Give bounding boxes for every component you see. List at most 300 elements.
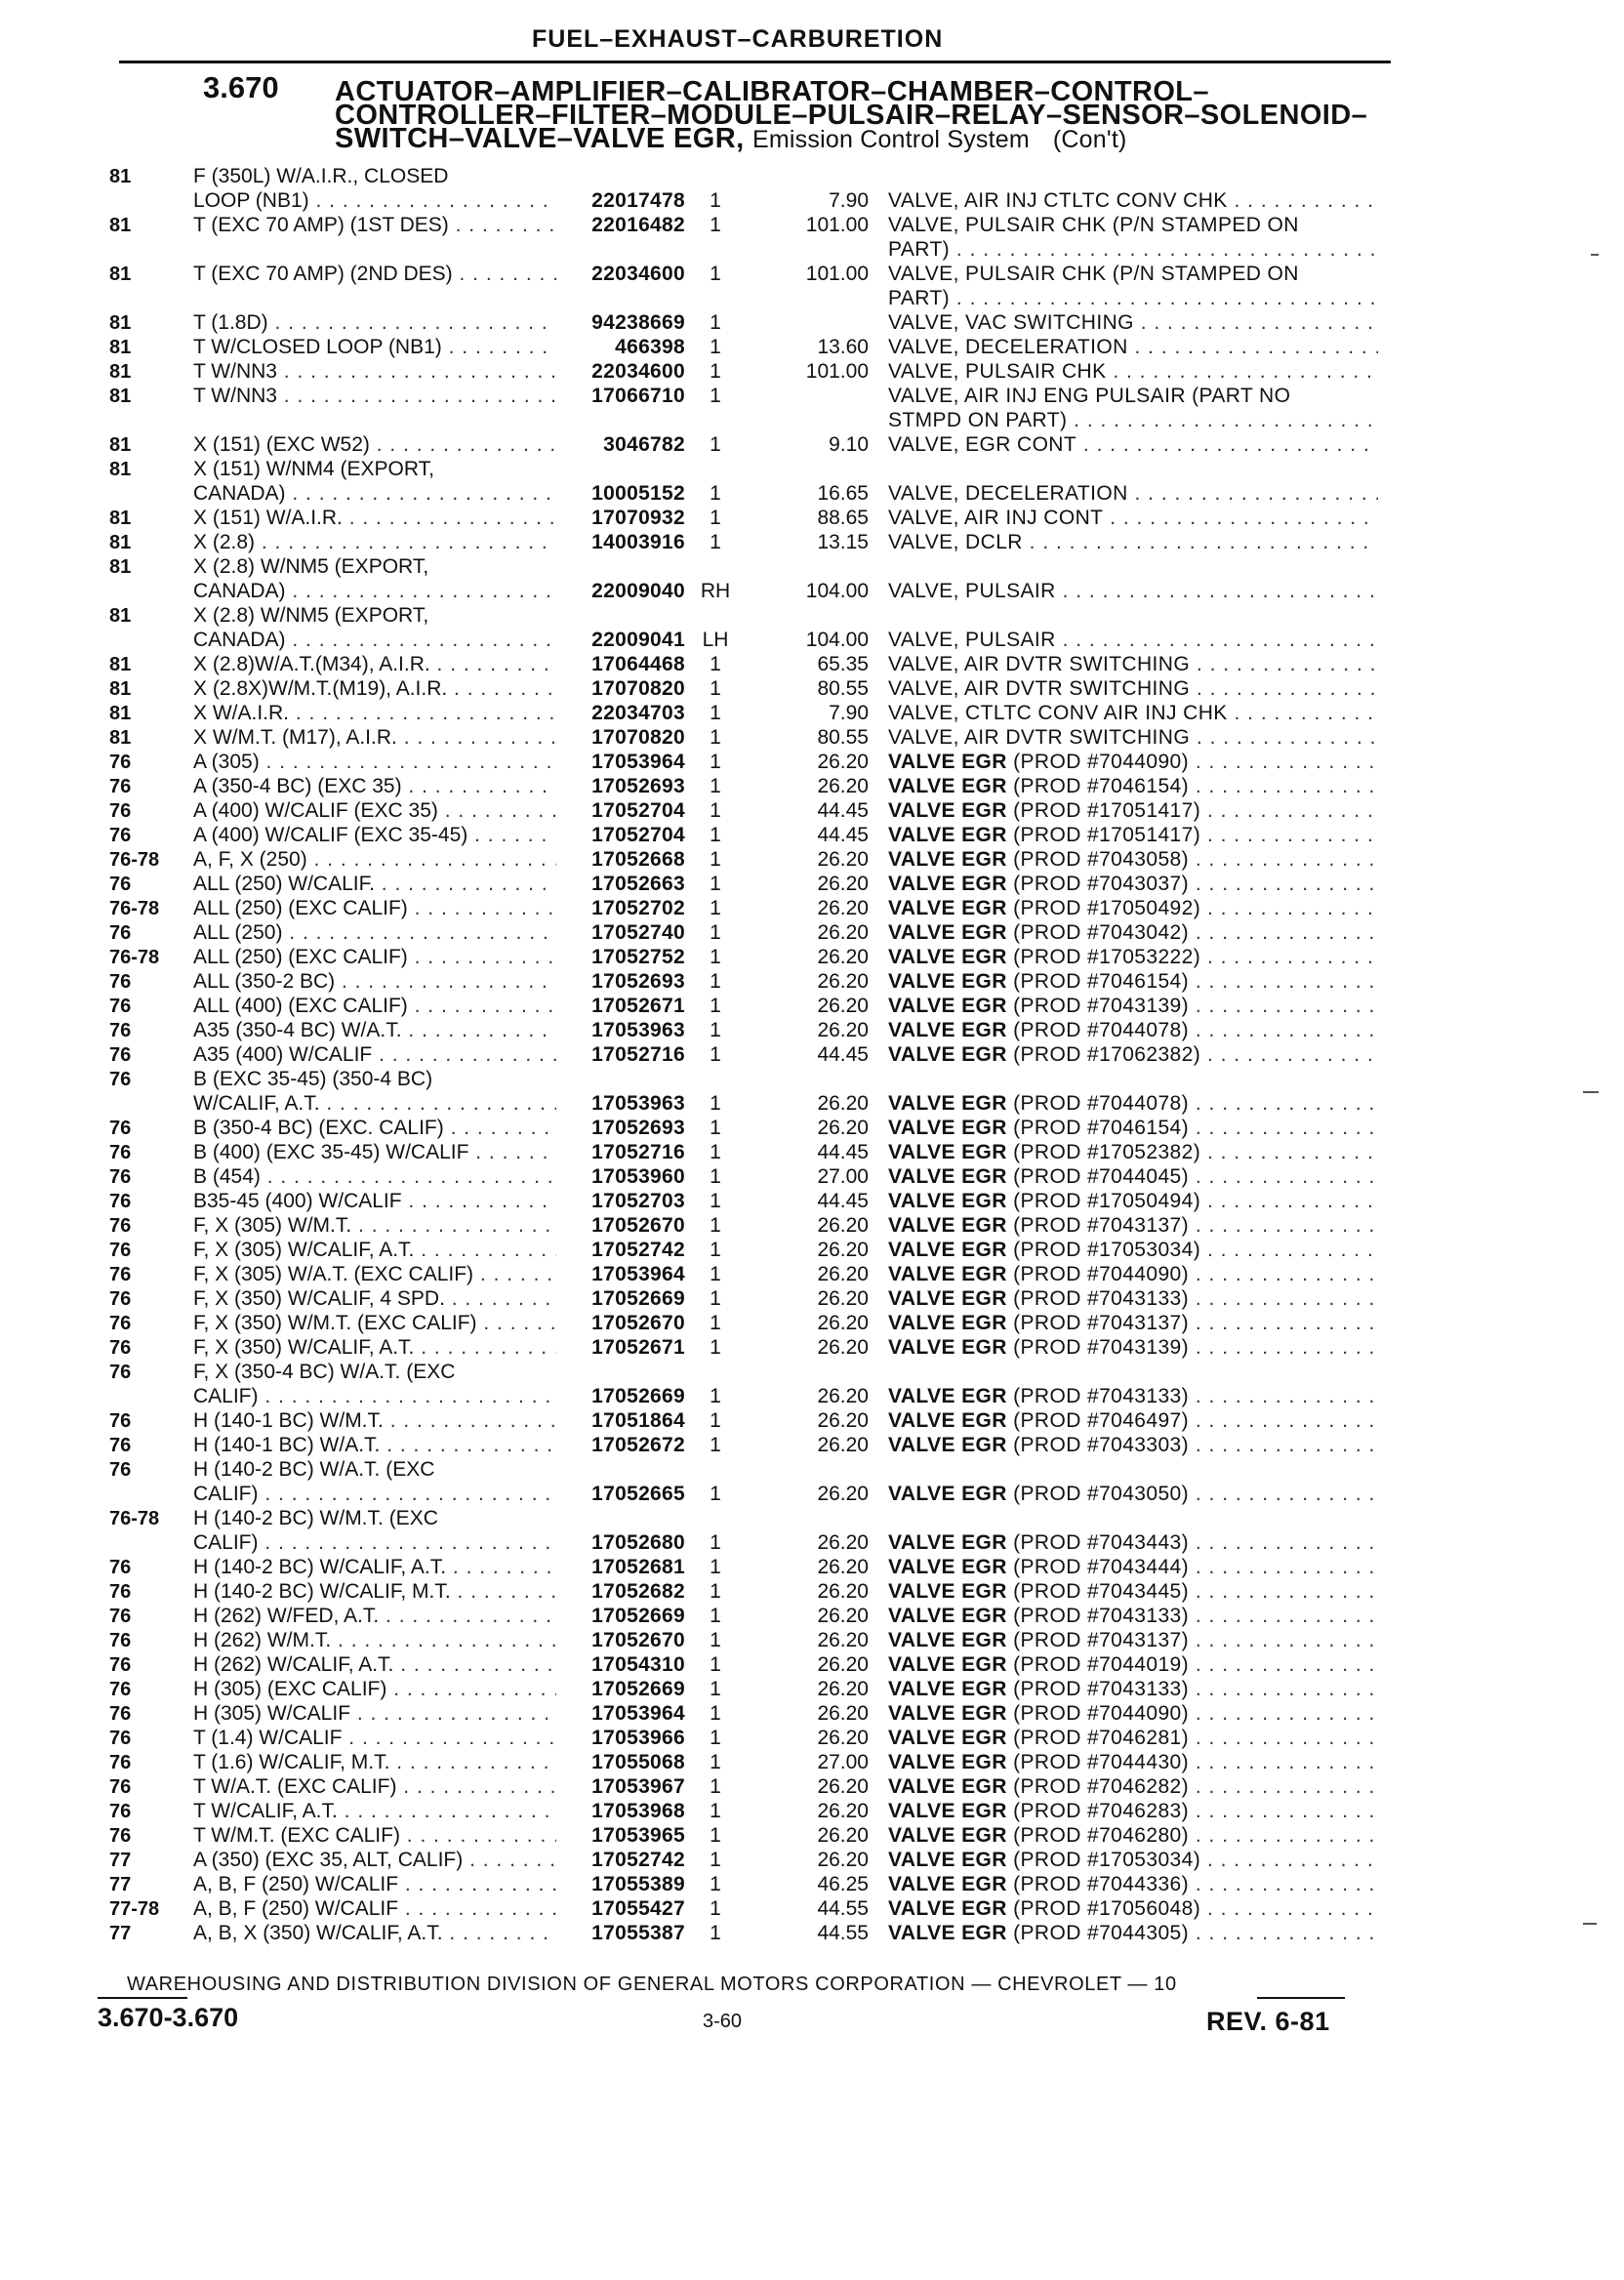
valve-egr-label: VALVE EGR bbox=[888, 1312, 1007, 1334]
part-name bbox=[888, 1335, 1378, 1361]
prod-number: (PROD #7043050) bbox=[1013, 1483, 1190, 1505]
price: 26.20 bbox=[817, 1263, 869, 1285]
part-number: 17052669 bbox=[591, 1605, 685, 1627]
part-number: 17052670 bbox=[591, 1629, 685, 1651]
model-year: 81 bbox=[109, 508, 132, 529]
quantity: 1 bbox=[710, 824, 721, 846]
table-row bbox=[0, 725, 1624, 751]
valve-egr-label: VALVE EGR bbox=[888, 1214, 1007, 1237]
table-row bbox=[0, 945, 1624, 970]
model-year: 76 bbox=[109, 825, 132, 846]
part-name: VALVE, PULSAIR CHK (P/N STAMPED ON bbox=[888, 214, 1299, 236]
table-row bbox=[0, 237, 1624, 263]
table-row bbox=[0, 1408, 1624, 1434]
price: 26.20 bbox=[817, 1678, 869, 1700]
table-row bbox=[0, 481, 1624, 507]
application: H (305) (EXC CALIF) . . . bbox=[193, 1677, 556, 1702]
application: A (350-4 BC) (EXC 35) . . . bbox=[193, 774, 556, 799]
table-row bbox=[0, 628, 1624, 653]
prod-number: (PROD #7043139) bbox=[1013, 1336, 1190, 1359]
part-name bbox=[888, 1774, 1378, 1800]
quantity: 1 bbox=[710, 1702, 721, 1725]
part-number: 17053965 bbox=[591, 1824, 685, 1847]
price: 44.45 bbox=[817, 1190, 869, 1212]
model-year: 81 bbox=[109, 703, 132, 724]
part-name: VALVE, AIR DVTR SWITCHING . . . bbox=[888, 652, 1378, 677]
part-number: 17055389 bbox=[591, 1873, 685, 1895]
table-row bbox=[0, 1750, 1624, 1775]
part-number: 17052665 bbox=[591, 1483, 685, 1505]
valve-egr-label: VALVE EGR bbox=[888, 1824, 1007, 1847]
application: T (EXC 70 AMP) (2ND DES) . . . bbox=[193, 262, 556, 287]
quantity: 1 bbox=[710, 995, 721, 1017]
price: 13.60 bbox=[817, 336, 869, 358]
model-year: 76 bbox=[109, 800, 132, 822]
model-year: 76 bbox=[109, 1069, 132, 1090]
table-row bbox=[0, 1896, 1624, 1922]
table-row bbox=[0, 188, 1624, 214]
valve-egr-label: VALVE EGR bbox=[888, 1800, 1007, 1822]
part-number: 17052669 bbox=[591, 1678, 685, 1700]
price: 26.20 bbox=[817, 1824, 869, 1847]
valve-egr-label: VALVE EGR bbox=[888, 1483, 1007, 1505]
table-row bbox=[0, 335, 1624, 360]
quantity: 1 bbox=[710, 677, 721, 700]
price: 26.20 bbox=[817, 1775, 869, 1798]
prod-number: (PROD #7044090) bbox=[1013, 1263, 1190, 1285]
application: F, X (305) W/M.T. . . . bbox=[193, 1213, 556, 1239]
part-number: 22009041 bbox=[591, 629, 685, 651]
application: F, X (305) W/A.T. (EXC CALIF) . . . bbox=[193, 1262, 556, 1287]
price: 101.00 bbox=[805, 263, 869, 285]
price: 104.00 bbox=[805, 580, 869, 602]
model-year: 76 bbox=[109, 996, 132, 1017]
application: A, B, F (250) W/CALIF . . . bbox=[193, 1872, 556, 1897]
part-number: 22009040 bbox=[591, 580, 685, 602]
valve-egr-label: VALVE EGR bbox=[888, 1531, 1007, 1554]
part-name bbox=[888, 994, 1378, 1019]
model-year: 76 bbox=[109, 1215, 132, 1237]
valve-egr-label: VALVE EGR bbox=[888, 1556, 1007, 1578]
application: F, X (350) W/CALIF, 4 SPD. . . . bbox=[193, 1286, 556, 1312]
part-number: 22034600 bbox=[591, 263, 685, 285]
table-row bbox=[0, 1652, 1624, 1678]
quantity: 1 bbox=[710, 873, 721, 895]
prod-number: (PROD #7043443) bbox=[1013, 1531, 1190, 1554]
model-year: 76 bbox=[109, 1240, 132, 1261]
model-year: 81 bbox=[109, 361, 132, 383]
application: T (1.4) W/CALIF . . . bbox=[193, 1726, 556, 1751]
part-name: VALVE, PULSAIR CHK (P/N STAMPED ON bbox=[888, 263, 1299, 285]
table-row bbox=[0, 530, 1624, 555]
price: 80.55 bbox=[817, 677, 869, 700]
application: X W/A.I.R. . . . bbox=[193, 701, 556, 726]
part-name: VALVE, AIR INJ CONT . . . bbox=[888, 506, 1378, 531]
part-number: 17052704 bbox=[591, 799, 685, 822]
price: 7.90 bbox=[829, 189, 869, 212]
prod-number: (PROD #7043037) bbox=[1013, 873, 1190, 895]
application: A, F, X (250) . . . bbox=[193, 847, 556, 873]
part-name bbox=[888, 1701, 1378, 1727]
valve-egr-label: VALVE EGR bbox=[888, 1287, 1007, 1310]
application: B (EXC 35-45) (350-4 BC) bbox=[193, 1068, 433, 1090]
prod-number: (PROD #7043445) bbox=[1013, 1580, 1190, 1603]
price: 26.20 bbox=[817, 1434, 869, 1456]
part-number: 17052693 bbox=[591, 1117, 685, 1139]
valve-egr-label: VALVE EGR bbox=[888, 1922, 1007, 1944]
table-row bbox=[0, 1701, 1624, 1727]
price: 13.15 bbox=[817, 531, 869, 553]
price: 26.20 bbox=[817, 848, 869, 871]
part-name bbox=[888, 945, 1378, 970]
valve-egr-label: VALVE EGR bbox=[888, 921, 1007, 944]
quantity: 1 bbox=[710, 214, 721, 236]
model-year: 76 bbox=[109, 1630, 132, 1651]
part-name: STMPD ON PART) . . . bbox=[888, 408, 1378, 433]
quantity: 1 bbox=[710, 531, 721, 553]
model-year: 76 bbox=[109, 1581, 132, 1603]
footer-page-number: 3-60 bbox=[703, 2011, 743, 2032]
valve-egr-label: VALVE EGR bbox=[888, 1751, 1007, 1773]
scan-mark bbox=[1591, 254, 1599, 256]
part-name bbox=[888, 872, 1378, 897]
part-name: VALVE, PULSAIR . . . bbox=[888, 628, 1378, 653]
table-row bbox=[0, 1555, 1624, 1580]
model-year: 81 bbox=[109, 727, 132, 749]
model-year: 76 bbox=[109, 922, 132, 944]
valve-egr-label: VALVE EGR bbox=[888, 897, 1007, 919]
prod-number: (PROD #7044305) bbox=[1013, 1922, 1190, 1944]
table-row bbox=[0, 774, 1624, 799]
prod-number: (PROD #7043042) bbox=[1013, 921, 1190, 944]
table-row bbox=[0, 554, 1624, 580]
quantity: 1 bbox=[710, 1727, 721, 1749]
quantity: 1 bbox=[710, 433, 721, 456]
part-name bbox=[888, 1579, 1378, 1605]
part-name: VALVE, AIR DVTR SWITCHING . . . bbox=[888, 676, 1378, 702]
footer-division: WAREHOUSING AND DISTRIBUTION DIVISION OF GENERAL MOTORS CORPORATION — CHEVROLET — 10 bbox=[127, 1974, 1177, 1995]
table-row bbox=[0, 432, 1624, 458]
quantity: 1 bbox=[710, 775, 721, 797]
price: 26.20 bbox=[817, 946, 869, 968]
price: 26.20 bbox=[817, 751, 869, 773]
quantity: 1 bbox=[710, 1287, 721, 1310]
part-number: 17052668 bbox=[591, 848, 685, 871]
application: W/CALIF, A.T. . . . bbox=[193, 1091, 556, 1117]
quantity: 1 bbox=[710, 1117, 721, 1139]
part-number: 17052704 bbox=[591, 824, 685, 846]
model-year: 77 bbox=[109, 1874, 132, 1895]
model-year: 76 bbox=[109, 1288, 132, 1310]
application: B (350-4 BC) (EXC. CALIF) . . . bbox=[193, 1116, 556, 1141]
table-row bbox=[0, 1799, 1624, 1824]
table-row bbox=[0, 1091, 1624, 1117]
model-year: 76 bbox=[109, 1044, 132, 1066]
model-year: 76 bbox=[109, 1606, 132, 1627]
table-row bbox=[0, 384, 1624, 409]
part-name bbox=[888, 1042, 1378, 1068]
part-name bbox=[888, 1164, 1378, 1190]
price: 26.20 bbox=[817, 1287, 869, 1310]
quantity: 1 bbox=[710, 1556, 721, 1578]
part-number: 17064468 bbox=[591, 653, 685, 675]
section-number: 3.670 bbox=[203, 70, 279, 104]
application: B (400) (EXC 35-45) W/CALIF . . . bbox=[193, 1140, 556, 1165]
price: 26.20 bbox=[817, 995, 869, 1017]
table-row bbox=[0, 1189, 1624, 1214]
part-name bbox=[888, 750, 1378, 775]
quantity: 1 bbox=[710, 1019, 721, 1041]
prod-number: (PROD #17053034) bbox=[1013, 1849, 1201, 1871]
model-year: 76-78 bbox=[109, 1508, 160, 1529]
table-row bbox=[0, 847, 1624, 873]
part-number: 17052693 bbox=[591, 775, 685, 797]
price: 44.45 bbox=[817, 824, 869, 846]
table-row bbox=[0, 1360, 1624, 1385]
quantity: 1 bbox=[710, 482, 721, 505]
price: 26.20 bbox=[817, 921, 869, 944]
quantity: 1 bbox=[710, 1190, 721, 1212]
part-number: 17052680 bbox=[591, 1531, 685, 1554]
quantity: 1 bbox=[710, 848, 721, 871]
part-name bbox=[888, 1140, 1378, 1165]
model-year: 76 bbox=[109, 1728, 132, 1749]
quantity: 1 bbox=[710, 1239, 721, 1261]
prod-number: (PROD #7043137) bbox=[1013, 1214, 1190, 1237]
part-name bbox=[888, 1823, 1378, 1849]
quantity: 1 bbox=[710, 1141, 721, 1163]
model-year: 76 bbox=[109, 1825, 132, 1847]
valve-egr-label: VALVE EGR bbox=[888, 848, 1007, 871]
price: 26.20 bbox=[817, 1580, 869, 1603]
title-continued: (Con't) bbox=[1052, 126, 1127, 153]
valve-egr-label: VALVE EGR bbox=[888, 1190, 1007, 1212]
part-name bbox=[888, 1238, 1378, 1263]
prod-number: (PROD #7044430) bbox=[1013, 1751, 1190, 1773]
quantity: 1 bbox=[710, 1849, 721, 1871]
part-number: 17053966 bbox=[591, 1727, 685, 1749]
application: CALIF) . . . bbox=[193, 1482, 556, 1507]
valve-egr-label: VALVE EGR bbox=[888, 946, 1007, 968]
valve-egr-label: VALVE EGR bbox=[888, 1775, 1007, 1798]
table-row bbox=[0, 1774, 1624, 1800]
part-number: 17051864 bbox=[591, 1409, 685, 1432]
quantity: 1 bbox=[710, 1385, 721, 1407]
quantity: LH bbox=[702, 629, 729, 651]
table-row bbox=[0, 1921, 1624, 1946]
application: ALL (250) (EXC CALIF) . . . bbox=[193, 896, 556, 921]
application: H (140-2 BC) W/M.T. (EXC bbox=[193, 1507, 438, 1529]
model-year: 81 bbox=[109, 678, 132, 700]
table-row bbox=[0, 652, 1624, 677]
table-row bbox=[0, 1628, 1624, 1653]
table-row bbox=[0, 994, 1624, 1019]
table-row bbox=[0, 1213, 1624, 1239]
model-year: 81 bbox=[109, 166, 132, 187]
part-number: 17055387 bbox=[591, 1922, 685, 1944]
part-number: 17054310 bbox=[591, 1653, 685, 1676]
table-row bbox=[0, 408, 1624, 433]
scan-mark bbox=[1583, 1923, 1597, 1925]
quantity: 1 bbox=[710, 1165, 721, 1188]
quantity: 1 bbox=[710, 1336, 721, 1359]
part-number: 17052663 bbox=[591, 873, 685, 895]
prod-number: (PROD #17056048) bbox=[1013, 1897, 1201, 1920]
quantity: 1 bbox=[710, 1312, 721, 1334]
price: 80.55 bbox=[817, 726, 869, 749]
part-name bbox=[888, 1408, 1378, 1434]
valve-egr-label: VALVE EGR bbox=[888, 824, 1007, 846]
model-year: 76 bbox=[109, 1703, 132, 1725]
application: B (454) . . . bbox=[193, 1164, 556, 1190]
model-year: 76-78 bbox=[109, 898, 160, 919]
part-name bbox=[888, 920, 1378, 946]
part-name bbox=[888, 1872, 1378, 1897]
part-number: 17052693 bbox=[591, 970, 685, 993]
valve-egr-label: VALVE EGR bbox=[888, 1263, 1007, 1285]
application: H (140-2 BC) W/A.T. (EXC bbox=[193, 1458, 435, 1481]
valve-egr-label: VALVE EGR bbox=[888, 1897, 1007, 1920]
model-year: 76 bbox=[109, 1020, 132, 1041]
valve-egr-label: VALVE EGR bbox=[888, 799, 1007, 822]
valve-egr-label: VALVE EGR bbox=[888, 1165, 1007, 1188]
table-row bbox=[0, 1042, 1624, 1068]
application: H (262) W/FED, A.T. . . . bbox=[193, 1604, 556, 1629]
table-row bbox=[0, 1262, 1624, 1287]
part-name: VALVE, DCLR . . . bbox=[888, 530, 1378, 555]
part-name bbox=[888, 774, 1378, 799]
model-year: 76 bbox=[109, 1410, 132, 1432]
quantity: 1 bbox=[710, 1092, 721, 1115]
price: 27.00 bbox=[817, 1165, 869, 1188]
model-year: 76 bbox=[109, 1801, 132, 1822]
quantity: 1 bbox=[710, 1897, 721, 1920]
table-row bbox=[0, 750, 1624, 775]
prod-number: (PROD #7043137) bbox=[1013, 1629, 1190, 1651]
table-row bbox=[0, 1335, 1624, 1361]
price: 26.20 bbox=[817, 1653, 869, 1676]
part-name bbox=[888, 1604, 1378, 1629]
part-name bbox=[888, 1384, 1378, 1409]
table-row bbox=[0, 1872, 1624, 1897]
part-name bbox=[888, 823, 1378, 848]
application: CANADA) . . . bbox=[193, 481, 556, 507]
part-name bbox=[888, 1530, 1378, 1556]
application: ALL (350-2 BC) . . . bbox=[193, 969, 556, 995]
valve-egr-label: VALVE EGR bbox=[888, 1702, 1007, 1725]
title-line-1: ACTUATOR–AMPLIFIER–CALIBRATOR–CHAMBER–CONTROL– bbox=[335, 76, 1209, 107]
part-number: 17052671 bbox=[591, 995, 685, 1017]
running-head: FUEL–EXHAUST–CARBURETION bbox=[532, 25, 944, 53]
price: 26.20 bbox=[817, 1629, 869, 1651]
table-row bbox=[0, 1530, 1624, 1556]
model-year: 81 bbox=[109, 556, 132, 578]
footer-section-range: 3.670-3.670 bbox=[98, 2003, 239, 2032]
title-line-3-sub: Emission Control System bbox=[752, 126, 1030, 153]
valve-egr-label: VALVE EGR bbox=[888, 1580, 1007, 1603]
quantity: 1 bbox=[710, 336, 721, 358]
application: LOOP (NB1) . . . bbox=[193, 188, 556, 214]
valve-egr-label: VALVE EGR bbox=[888, 1092, 1007, 1115]
part-number: 17052742 bbox=[591, 1239, 685, 1261]
prod-number: (PROD #17053034) bbox=[1013, 1239, 1201, 1261]
valve-egr-label: VALVE EGR bbox=[888, 775, 1007, 797]
model-year: 76 bbox=[109, 1362, 132, 1383]
title-line-3-main: SWITCH–VALVE–VALVE EGR, bbox=[335, 123, 745, 154]
price: 26.20 bbox=[817, 1483, 869, 1505]
valve-egr-label: VALVE EGR bbox=[888, 1117, 1007, 1139]
quantity: 1 bbox=[710, 507, 721, 529]
model-year: 81 bbox=[109, 532, 132, 553]
quantity: 1 bbox=[710, 653, 721, 675]
part-number: 10005152 bbox=[591, 482, 685, 505]
price: 26.20 bbox=[817, 1239, 869, 1261]
part-number: 17052671 bbox=[591, 1336, 685, 1359]
application: A (305) . . . bbox=[193, 750, 556, 775]
part-number: 3046782 bbox=[603, 433, 685, 456]
part-name bbox=[888, 1262, 1378, 1287]
application: H (262) W/CALIF, A.T. . . . bbox=[193, 1652, 556, 1678]
quantity: 1 bbox=[710, 311, 721, 334]
part-name bbox=[888, 1555, 1378, 1580]
part-name: VALVE, DECELERATION . . . bbox=[888, 481, 1378, 507]
part-name bbox=[888, 1799, 1378, 1824]
part-name: VALVE, EGR CONT . . . bbox=[888, 432, 1378, 458]
quantity: 1 bbox=[710, 799, 721, 822]
application: ALL (250) . . . bbox=[193, 920, 556, 946]
part-number: 466398 bbox=[615, 336, 685, 358]
valve-egr-label: VALVE EGR bbox=[888, 1043, 1007, 1066]
quantity: 1 bbox=[710, 1409, 721, 1432]
table-row bbox=[0, 213, 1624, 238]
prod-number: (PROD #7044078) bbox=[1013, 1019, 1190, 1041]
price: 26.20 bbox=[817, 1312, 869, 1334]
quantity: 1 bbox=[710, 1653, 721, 1676]
model-year: 81 bbox=[109, 312, 132, 334]
table-row bbox=[0, 457, 1624, 482]
price: 26.20 bbox=[817, 1409, 869, 1432]
model-year: 76 bbox=[109, 1557, 132, 1578]
model-year: 76 bbox=[109, 1142, 132, 1163]
model-year: 81 bbox=[109, 215, 132, 236]
prod-number: (PROD #7043058) bbox=[1013, 848, 1190, 871]
prod-number: (PROD #17051417) bbox=[1013, 799, 1201, 822]
valve-egr-label: VALVE EGR bbox=[888, 1239, 1007, 1261]
application: T (1.8D) . . . bbox=[193, 310, 556, 336]
part-name bbox=[888, 969, 1378, 995]
part-name bbox=[888, 1652, 1378, 1678]
application: CALIF) . . . bbox=[193, 1384, 556, 1409]
price: 101.00 bbox=[805, 214, 869, 236]
quantity: 1 bbox=[710, 970, 721, 993]
table-row bbox=[0, 1140, 1624, 1165]
part-name: VALVE, DECELERATION . . . bbox=[888, 335, 1378, 360]
application: ALL (250) W/CALIF. . . . bbox=[193, 872, 556, 897]
table-row bbox=[0, 1579, 1624, 1605]
application: T W/NN3 . . . bbox=[193, 359, 556, 385]
quantity: 1 bbox=[710, 1531, 721, 1554]
part-number: 17052742 bbox=[591, 1849, 685, 1871]
quantity: 1 bbox=[710, 385, 721, 407]
application: X (2.8)W/A.T.(M34), A.I.R. . . . bbox=[193, 652, 556, 677]
part-number: 17070932 bbox=[591, 507, 685, 529]
quantity: 1 bbox=[710, 1263, 721, 1285]
model-year: 76 bbox=[109, 1752, 132, 1773]
application: ALL (250) (EXC CALIF) . . . bbox=[193, 945, 556, 970]
quantity: 1 bbox=[710, 1873, 721, 1895]
application: H (140-1 BC) W/M.T. . . . bbox=[193, 1408, 556, 1434]
prod-number: (PROD #7044090) bbox=[1013, 751, 1190, 773]
